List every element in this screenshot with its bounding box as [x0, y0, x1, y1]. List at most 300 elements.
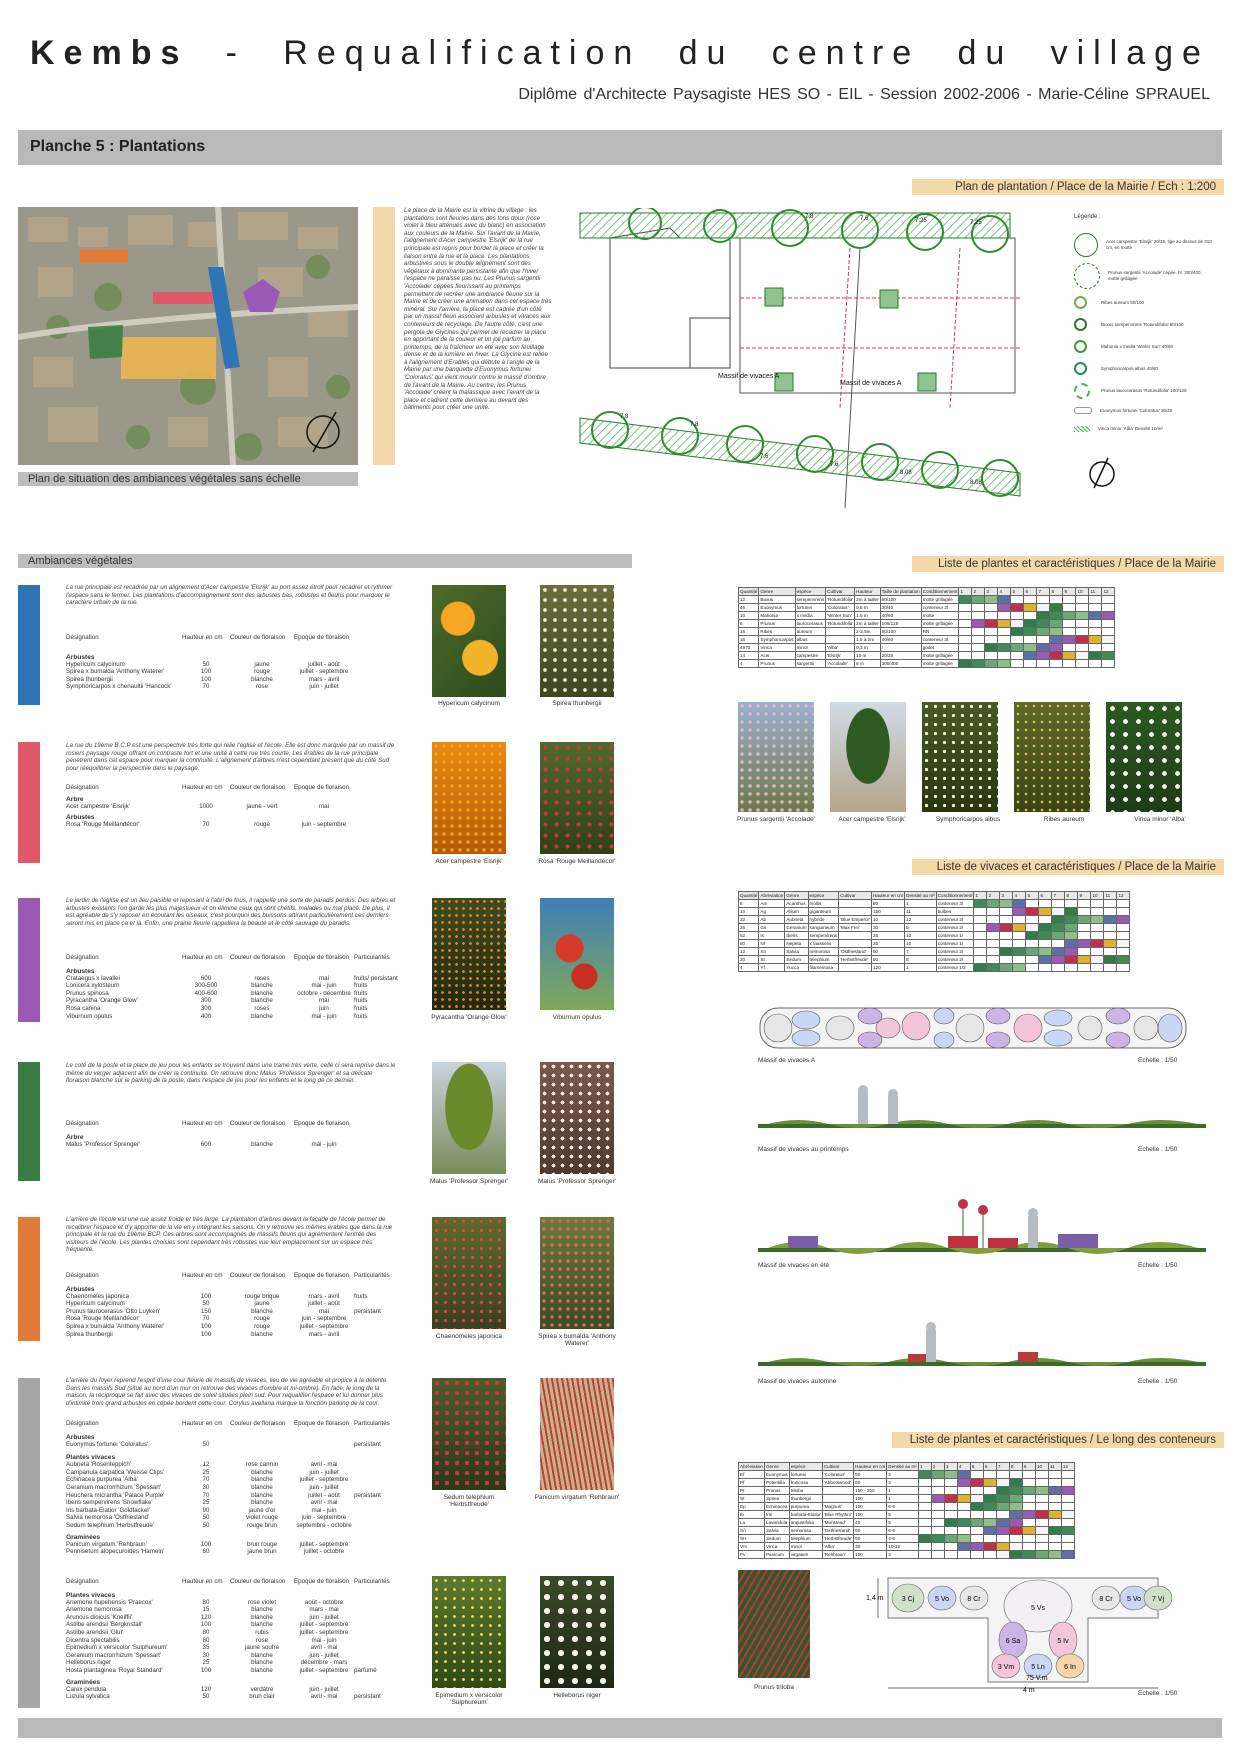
plant-cell: 400 [200, 1012, 212, 1020]
month-cell [1013, 956, 1026, 964]
title-word: Requalification [283, 33, 642, 72]
plant-cell [354, 1469, 404, 1477]
table-cell [839, 964, 872, 972]
table-cell: 80 [871, 900, 904, 908]
month-cell [1035, 1551, 1048, 1559]
month-cell [1061, 1503, 1074, 1511]
table-cell: conteneur 2l [936, 924, 974, 932]
table-row [739, 1511, 1075, 1519]
plant-cell [354, 1476, 404, 1484]
col-header: Epoque de floraison [294, 954, 350, 961]
plant-cell: Hypericum calycinum [66, 660, 125, 668]
month-cell [998, 612, 1011, 620]
month-cell [1117, 900, 1130, 908]
table-cell: 'Coloratus' [826, 604, 855, 612]
month-cell [996, 1519, 1009, 1527]
table-cell: minor [795, 644, 826, 652]
month-cell [998, 652, 1011, 660]
month-cell [1117, 964, 1130, 972]
month-cell [998, 644, 1011, 652]
section-text: L'arrière du foyer reprend l'esprit d'une cour fleurie de massifs de vivaces, lieu de vie agréable et propice à la détente. Dans les massifs Sud (situé au nord d'un mur on retrouve des vivaces d'ombre et mi-ombre). En face, le long de la maison, la réciproque se fait avec des vivaces de soleil situées plein sud. Pour requalifier l'espace et lui donner plus d'intimité trois grand arbustes en cépée bordent cette cour. Corylus avellana marque la fonction parking de la cour. [66, 1377, 389, 1407]
plant-cell [354, 1548, 404, 1556]
month-cell [1048, 1479, 1061, 1487]
month-cell [1065, 924, 1078, 932]
month-cell [1009, 1511, 1022, 1519]
dim-label: 7,25 [970, 220, 982, 226]
plant-cell: juin - juillet [309, 1685, 339, 1693]
plant-cell: juillet - septembre [299, 668, 349, 676]
month-cell [974, 948, 987, 956]
table-cell: 26 [739, 924, 759, 932]
scale-label: Echelle : 1/50 [1138, 1378, 1178, 1385]
table-cell: Ag [759, 908, 785, 916]
table-cell: Am [759, 900, 785, 908]
table-cell: 0,3 m [855, 644, 880, 652]
plant-cell: blanche [251, 1468, 273, 1476]
plant-cell: 90 [202, 1506, 210, 1514]
month-cell [1026, 924, 1039, 932]
month-cell [1024, 604, 1037, 612]
plant-cell: mai [319, 1307, 329, 1315]
table-cell: Gs [759, 924, 785, 932]
plant-cell: blanche [251, 1307, 273, 1315]
autumn-caption: Massif de vivaces automne [758, 1378, 837, 1385]
legend-symbol [1074, 263, 1100, 289]
table-cell: campestre [795, 652, 826, 660]
table-cell: 25 [871, 932, 904, 940]
month-cell [1089, 596, 1102, 604]
table-cell: Sedum [764, 1535, 789, 1543]
massif-a-caption: Massif de vivaces A [758, 1057, 816, 1064]
month-cell [998, 628, 1011, 636]
month-cell [1050, 604, 1063, 612]
plant-cell: rouge [254, 821, 270, 829]
plant-cell [354, 1599, 404, 1607]
month-cell [987, 900, 1000, 908]
month-cell [1024, 652, 1037, 660]
conteneurs-list-tag: Liste de plantes et caractéristiques / Le long des conteneurs [892, 1432, 1224, 1448]
plant-cell: juin - juillet [309, 1483, 339, 1491]
bottom-band [18, 1718, 1222, 1738]
section-table [66, 1272, 406, 1338]
month-cell [1026, 908, 1039, 916]
dim-label: 8,08 [900, 470, 912, 476]
month-cell [983, 1519, 996, 1527]
col-header: Désignation [66, 784, 99, 791]
plant-cell: Geranium macrorrhizum 'Spessart' [66, 1483, 162, 1491]
month-cell [1117, 908, 1130, 916]
month-cell [944, 1511, 957, 1519]
month-cell [1052, 908, 1065, 916]
month-cell [1076, 636, 1089, 644]
plant-cell: blanche [251, 982, 273, 990]
legend-symbol [1074, 383, 1090, 399]
month-cell [931, 1551, 944, 1559]
table-cell: 50 [854, 1535, 887, 1543]
table-cell: 'Herbstfreude' [823, 1536, 853, 1541]
plant-cell: blanche [251, 1476, 273, 1484]
table-cell: 60/100 [880, 628, 921, 636]
plant-cell: juin - septembre [301, 1315, 347, 1323]
legend-symbol [1074, 426, 1090, 432]
month-cell [974, 956, 987, 964]
plant-cell: blanche [251, 1491, 273, 1499]
table-cell: 100 [854, 1495, 887, 1503]
col-header: Hauteur en cm [182, 634, 223, 641]
plant-cell: 30 [202, 1651, 210, 1659]
month-cell [1104, 940, 1117, 948]
month-cell [1091, 956, 1104, 964]
table-cell: 2 [887, 1471, 919, 1479]
plant-cell: violet rouge [246, 1514, 278, 1522]
plant-cell: 100 [200, 675, 212, 683]
plant-cell: blanche [251, 675, 273, 683]
table-cell: 'Rehbraun' [822, 1551, 853, 1559]
photo-vinca [1106, 702, 1182, 812]
month-cell [972, 596, 985, 604]
month-cell [1026, 940, 1039, 948]
table-cell: 100 [854, 1503, 887, 1511]
month-header-cell: 10 [1091, 892, 1104, 900]
table-cell: 'Alba' [826, 644, 855, 652]
table-row [739, 604, 1115, 612]
month-cell [1063, 620, 1076, 628]
month-cell [996, 1495, 1009, 1503]
month-cell [1022, 1511, 1035, 1519]
month-cell [931, 1527, 944, 1535]
photo-caption: Hypericum calycinum [438, 700, 500, 707]
plant-cell: Rosa canina [66, 1004, 101, 1012]
title-word: village [1050, 33, 1210, 72]
table-row [739, 644, 1115, 652]
photo-acer-campestre [830, 702, 906, 812]
month-cell [1089, 636, 1102, 644]
month-cell [1048, 1471, 1061, 1479]
plant-row [66, 1331, 406, 1339]
photo-caption: Rosa 'Rouge Meillandécor' [538, 858, 616, 865]
month-cell [1061, 1551, 1074, 1559]
plant-cell: blanche [251, 1666, 273, 1674]
table-header-cell: Taille de plantation [881, 589, 920, 594]
month-cell [1009, 1543, 1022, 1551]
table-cell: Geranium [786, 925, 807, 930]
table-cell: 40 [854, 1519, 887, 1527]
table-cell: 'Munstead' [822, 1519, 853, 1527]
plant-cell [354, 661, 404, 669]
plant-cell: 50 [202, 1693, 210, 1701]
title-kembs: Kembs [30, 33, 189, 72]
plant-cell: 150 [200, 1307, 212, 1315]
plant-row [66, 683, 396, 691]
table-cell: 1 [905, 964, 937, 972]
plan-label: 5 Vs [1030, 1605, 1046, 1612]
month-cell [918, 1487, 931, 1495]
table-cell: 20 [739, 956, 759, 964]
plant-rows [66, 1599, 406, 1675]
month-cell [1022, 1551, 1035, 1559]
table-cell: 300/400 [880, 660, 921, 668]
plant-cell [354, 1461, 404, 1469]
table-cell: 3 [887, 1479, 919, 1487]
col-header: Hauteur en cm [182, 1420, 223, 1427]
month-cell [1117, 916, 1130, 924]
table-row [739, 948, 1130, 956]
month-cell [1022, 1471, 1035, 1479]
month-cell [1009, 1503, 1022, 1511]
plant-cell: Lonicera xylosteum [66, 982, 120, 990]
month-cell [1061, 1471, 1074, 1479]
table-cell: conteneur 10l [936, 964, 974, 972]
table-cell: Pf [739, 1479, 765, 1487]
photo-acer [432, 742, 506, 854]
massif-a-label: Massif de vivaces A [718, 373, 780, 380]
month-cell [972, 620, 985, 628]
month-cell [1078, 908, 1091, 916]
scale-label: Echelle : 1/50 [1138, 1690, 1178, 1697]
month-cell [1039, 964, 1052, 972]
plant-cell: mars - mai [309, 1606, 339, 1614]
plant-cell [354, 1141, 404, 1149]
month-cell [931, 1503, 944, 1511]
aerial-map [18, 207, 358, 465]
planche-title: Planche 5 : Plantations [30, 138, 206, 155]
month-cell [1035, 1519, 1048, 1527]
photo-rosa [540, 742, 614, 854]
table-cell: Buxus [759, 596, 795, 604]
month-cell [1022, 1487, 1035, 1495]
month-cell [918, 1479, 931, 1487]
plant-cell: fruits [354, 989, 368, 997]
month-cell [957, 1527, 970, 1535]
table-cell: nemorosa [789, 1527, 822, 1535]
month-cell [1061, 1543, 1074, 1551]
month-cell [931, 1543, 944, 1551]
col-header: Désignation [66, 1272, 99, 1279]
plan-tag: Plan de plantation / Place de la Mairie / Ech : 1:200 [912, 179, 1224, 195]
legend-symbol [1074, 233, 1098, 257]
table-cell: Ribes [759, 628, 795, 636]
month-cell [998, 596, 1011, 604]
table-cell: Pv [739, 1551, 765, 1559]
table-cell: Sedum [785, 956, 808, 964]
month-cell [1078, 964, 1091, 972]
month-cell [1048, 1495, 1061, 1503]
plant-cell: rouge brique [244, 1292, 280, 1300]
table-cell: Aubrieta [785, 916, 808, 924]
plant-row [66, 1141, 396, 1149]
plant-cell: blanche [251, 997, 273, 1005]
plant-cell: mai [319, 974, 329, 982]
plant-cell: fruits [354, 1292, 368, 1300]
table-cell: bulbes [936, 908, 974, 916]
plant-row [66, 1441, 406, 1449]
table-cell: Symphoricarpos [760, 637, 794, 642]
plant-cell: rouge [254, 1315, 270, 1323]
table-cell: Lavandula [764, 1519, 789, 1527]
plant-cell: persistant [354, 1491, 381, 1499]
plant-cell: blanche [251, 1330, 273, 1338]
table-cell: 6 [739, 620, 759, 628]
month-cell [983, 1527, 996, 1535]
month-cell [957, 1551, 970, 1559]
plant-cell: mai - juin [311, 982, 337, 990]
dim-label: 8,08 [970, 480, 982, 486]
month-cell [1039, 948, 1052, 956]
photo-helleborus [540, 1576, 614, 1688]
table-cell: Yucca [785, 964, 808, 972]
plant-row [66, 1013, 406, 1021]
month-cell [1076, 652, 1089, 660]
month-cell [983, 1495, 996, 1503]
month-cell [987, 964, 1000, 972]
scale-label: Echelle : 1/50 [1138, 1262, 1178, 1269]
month-cell [1011, 644, 1024, 652]
table-cell: 'Coloratus' [822, 1471, 853, 1479]
table-row [739, 1495, 1075, 1503]
month-cell [1102, 612, 1115, 620]
month-cell [974, 900, 987, 908]
month-cell [1035, 1511, 1048, 1519]
plant-rows [66, 1141, 396, 1149]
month-cell [918, 1495, 931, 1503]
plants-table [738, 587, 1115, 668]
photo-panicum [540, 1378, 614, 1490]
plant-cell: Prunus laurocerasus 'Otto Luyken' [66, 1307, 161, 1315]
table-cell: Pt [739, 1487, 765, 1495]
plant-cell [354, 1629, 404, 1637]
data-table [738, 587, 1115, 668]
plant-cell: avril - mai [310, 1693, 338, 1701]
plant-cell [230, 1441, 294, 1449]
plant-cell: blanche [251, 1012, 273, 1020]
group-label: Graminées [66, 1533, 101, 1541]
vivaces-list-tag: Liste de vivaces et caractéristiques / Place de la Mairie [912, 859, 1224, 875]
table-cell: 5 [887, 1519, 919, 1527]
plant-cell: rouge brun [247, 1521, 277, 1529]
data-table [738, 1462, 1075, 1559]
month-cell [1104, 916, 1117, 924]
month-cell [1024, 612, 1037, 620]
plant-row [66, 661, 396, 669]
table-header-cell: espèce [789, 1463, 822, 1471]
legend-item: Mahonia x media 'Winter Sun' 40/60 [1101, 343, 1174, 349]
plan-label: 5 Ln [1031, 1664, 1045, 1671]
month-cell [1078, 932, 1091, 940]
photo-caption: Panicum virgatum 'Rehbraun' [534, 1494, 620, 1501]
table-row [739, 1487, 1075, 1495]
month-cell [944, 1535, 957, 1543]
month-cell [931, 1535, 944, 1543]
photo-ribes [1014, 702, 1090, 812]
plant-cell: 600 [200, 1140, 212, 1148]
month-cell [1050, 612, 1063, 620]
col-header: Particularités [354, 1420, 390, 1427]
month-cell [1039, 956, 1052, 964]
month-cell [1048, 1519, 1061, 1527]
month-cell [1037, 596, 1050, 604]
plant-cell: fruits [354, 1012, 368, 1020]
table-cell: triloba [789, 1487, 822, 1495]
table-row [739, 1503, 1075, 1511]
plant-cell: juillet - septembre [299, 1476, 349, 1484]
table-cell: motte grillagée [921, 620, 959, 628]
month-cell [1048, 1511, 1061, 1519]
month-cell [1065, 956, 1078, 964]
plant-cell: fruits [354, 1004, 368, 1012]
month-header-cell: 3 [944, 1463, 957, 1471]
col-header-row [66, 1120, 396, 1128]
month-header-cell: 4 [998, 588, 1011, 596]
table-cell: Sn [759, 948, 785, 956]
month-cell [996, 1511, 1009, 1519]
month-cell [1024, 620, 1037, 628]
scale-label: Echelle : 1/50 [1138, 1057, 1178, 1064]
plant-row [66, 1629, 406, 1637]
month-cell [1117, 940, 1130, 948]
month-header-cell: 5 [1011, 588, 1024, 596]
month-cell [1102, 596, 1115, 604]
month-cell [1011, 604, 1024, 612]
table-cell: 2-2,5m [855, 628, 880, 636]
table-cell: Mahonia [759, 612, 795, 620]
table-cell: 46 [739, 604, 759, 612]
month-header-cell: 8 [1065, 892, 1078, 900]
month-cell [972, 628, 985, 636]
month-cell [1076, 620, 1089, 628]
table-cell: 'Rotundifolia' [827, 597, 854, 602]
plant-row [66, 1637, 406, 1645]
plant-cell: 100 [200, 1540, 212, 1548]
plant-rows [66, 1461, 406, 1529]
month-cell [1000, 916, 1013, 924]
plant-row [66, 1686, 406, 1694]
table-cell: 150 [871, 908, 904, 916]
legend-item: Buxus sempervirens 'Rotundifolia' 60/100 [1101, 321, 1184, 327]
month-cell [959, 596, 972, 604]
month-cell [970, 1519, 983, 1527]
table-cell: 16 [739, 636, 759, 644]
month-cell [1037, 636, 1050, 644]
plant-row [66, 668, 396, 676]
plant-cell: 400-600 [194, 989, 218, 997]
dim-label: 7,25 [915, 218, 927, 224]
table-cell: 10 [871, 916, 904, 924]
table-cell: 'Abbotswood' [822, 1479, 853, 1487]
plant-cell: Astilbe arendsii 'Glut' [66, 1628, 124, 1636]
page-title [30, 28, 1210, 78]
table-cell: motte grillagée [921, 660, 959, 668]
month-cell [1078, 956, 1091, 964]
month-cell [987, 956, 1000, 964]
table-cell: Prunus [759, 660, 795, 668]
month-cell [1061, 1519, 1074, 1527]
plan-label: 6 Sa [1005, 1638, 1021, 1645]
table-cell: Salvia [764, 1527, 789, 1535]
plant-cell: mars - avril [308, 1292, 340, 1300]
table-cell [839, 908, 872, 916]
month-header-cell: 3 [1000, 892, 1013, 900]
month-cell [1065, 916, 1078, 924]
plant-cell: fruits/ persistant [354, 974, 398, 982]
month-cell [1104, 932, 1117, 940]
month-cell [959, 652, 972, 660]
col-header: Désignation [66, 1120, 99, 1127]
plant-cell: Acer campestre 'Elsrijk' [66, 802, 130, 810]
month-cell [972, 636, 985, 644]
table-cell: virgatum [789, 1551, 822, 1559]
plant-cell: Crataegus x lavallei [66, 974, 120, 982]
month-cell [1022, 1527, 1035, 1535]
